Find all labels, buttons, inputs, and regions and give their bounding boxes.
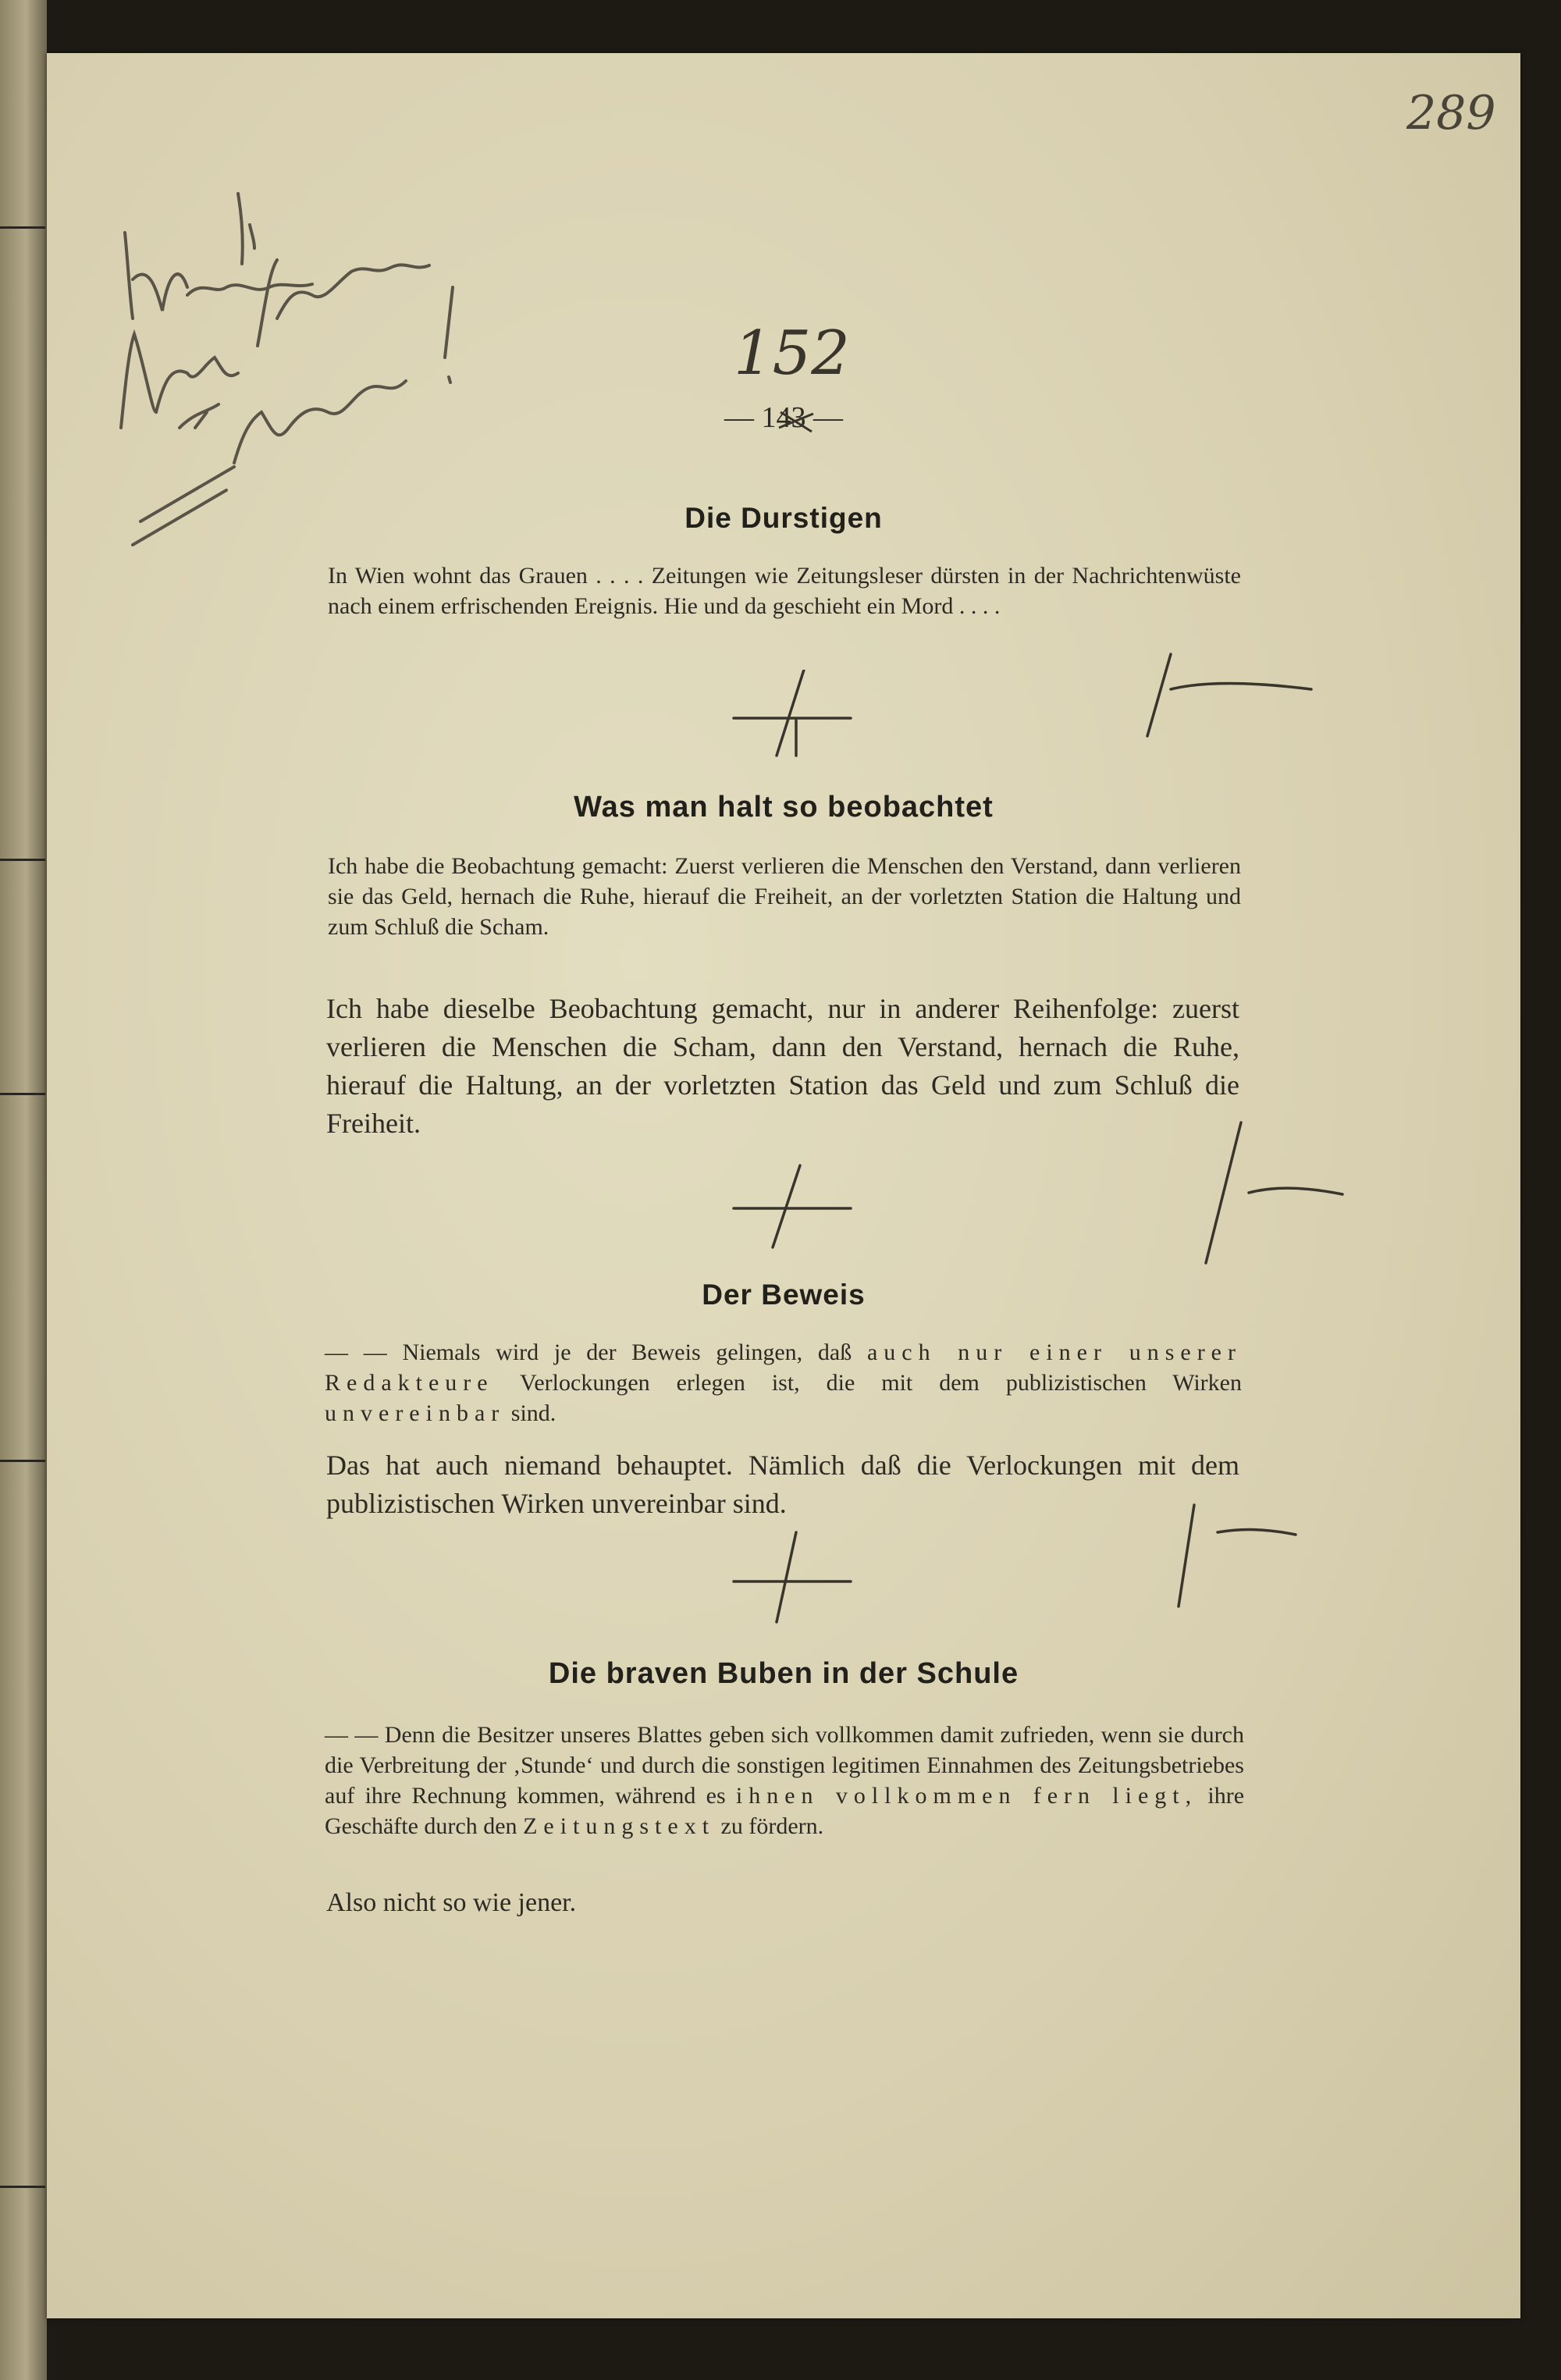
spaced-text-run: Zeitungstext: [523, 1813, 716, 1839]
handwritten-margin-note: [78, 178, 484, 615]
text-run: Verlockungen erlegen ist, die mit dem publizistischen Wirken: [520, 1370, 1242, 1396]
margin-mark: [1155, 1115, 1358, 1271]
spine-line: [0, 1460, 45, 1462]
section-paragraph: Ich habe dieselbe Beobachtung gemacht, nur in anderer Reihenfolge: zuerst verlieren die Menschen die Scham, dann den Verstand, hernach die Ruhe, hierauf die Haltung, an der vorletzten Station das Geld und zum Schluß die Freiheit.: [326, 993, 1239, 1139]
spaced-text-run: ihnen vollkommen fern liegt,: [735, 1783, 1198, 1809]
section-title: Die Durstigen: [684, 502, 883, 534]
svg-text:ich ... !: ich ... !: [78, 178, 80, 179]
text-run: sind.: [510, 1400, 556, 1426]
text-run: zu fördern.: [720, 1813, 824, 1839]
cross-mark: [718, 670, 882, 763]
cross-mark: [710, 1162, 866, 1255]
section-paragraph: Also nicht so wie jener.: [326, 1888, 577, 1917]
section-paragraph: [325, 1720, 1244, 1841]
spine-line: [0, 226, 45, 229]
section-title: Die braven Buben in der Schule: [548, 1657, 1019, 1690]
spaced-text-run: unvereinbar: [325, 1400, 506, 1426]
spine-line: [0, 2186, 45, 2188]
book-spine: [0, 0, 47, 2380]
section-paragraph: [325, 1337, 1242, 1428]
cross-mark: [710, 1528, 866, 1630]
section-paragraph: Ich habe die Beobachtung gemacht: Zuerst verlieren die Menschen den Verstand, dann verlieren sie das Geld, hernach die Ruhe, hierauf die Freiheit, an der vorletzten Station die Haltung und zum Schluß die Scham.: [328, 853, 1241, 940]
spaced-text-run: auch nur einer unserer Redakteure: [325, 1339, 1242, 1396]
margin-mark: [1124, 639, 1327, 748]
section-title: Was man halt so beobachtet: [574, 791, 994, 824]
handwritten-page-number: 152: [734, 318, 850, 389]
printed-page-number: — 143 —: [724, 401, 843, 434]
text-run: — — Niemals wird je der Beweis gelingen, daß: [325, 1339, 852, 1365]
spine-line: [0, 1093, 45, 1095]
folio-number: 289: [1406, 86, 1496, 141]
document-page: [47, 53, 1520, 2318]
text-run: — — Denn die Besitzer unseres Blattes geben sich vollkommen damit zufrieden, wenn sie durch die Verbreitung der ‚Stunde‘ und durch die sonstigen legitimen Einnahmen des Zeitungsbetriebes auf ihre Rechnung kommen, während es: [325, 1722, 1244, 1809]
margin-mark: [1140, 1497, 1327, 1622]
section-title: Der Beweis: [702, 1279, 866, 1311]
spine-line: [0, 859, 45, 861]
section-paragraph: Das hat auch niemand behauptet. Nämlich daß die Verlockungen mit dem publizistischen Wirken unvereinbar sind.: [326, 1450, 1239, 1519]
page-number-strikethrough: [726, 404, 843, 436]
text-run: ihre Geschäfte durch den: [325, 1783, 1245, 1839]
section-paragraph: In Wien wohnt das Grauen . . . . Zeitungen wie Zeitungsleser dürsten in der Nachrichtenwüste nach einem erfrischenden Ereignis. Hie und da geschieht ein Mord . . . .: [328, 563, 1241, 619]
